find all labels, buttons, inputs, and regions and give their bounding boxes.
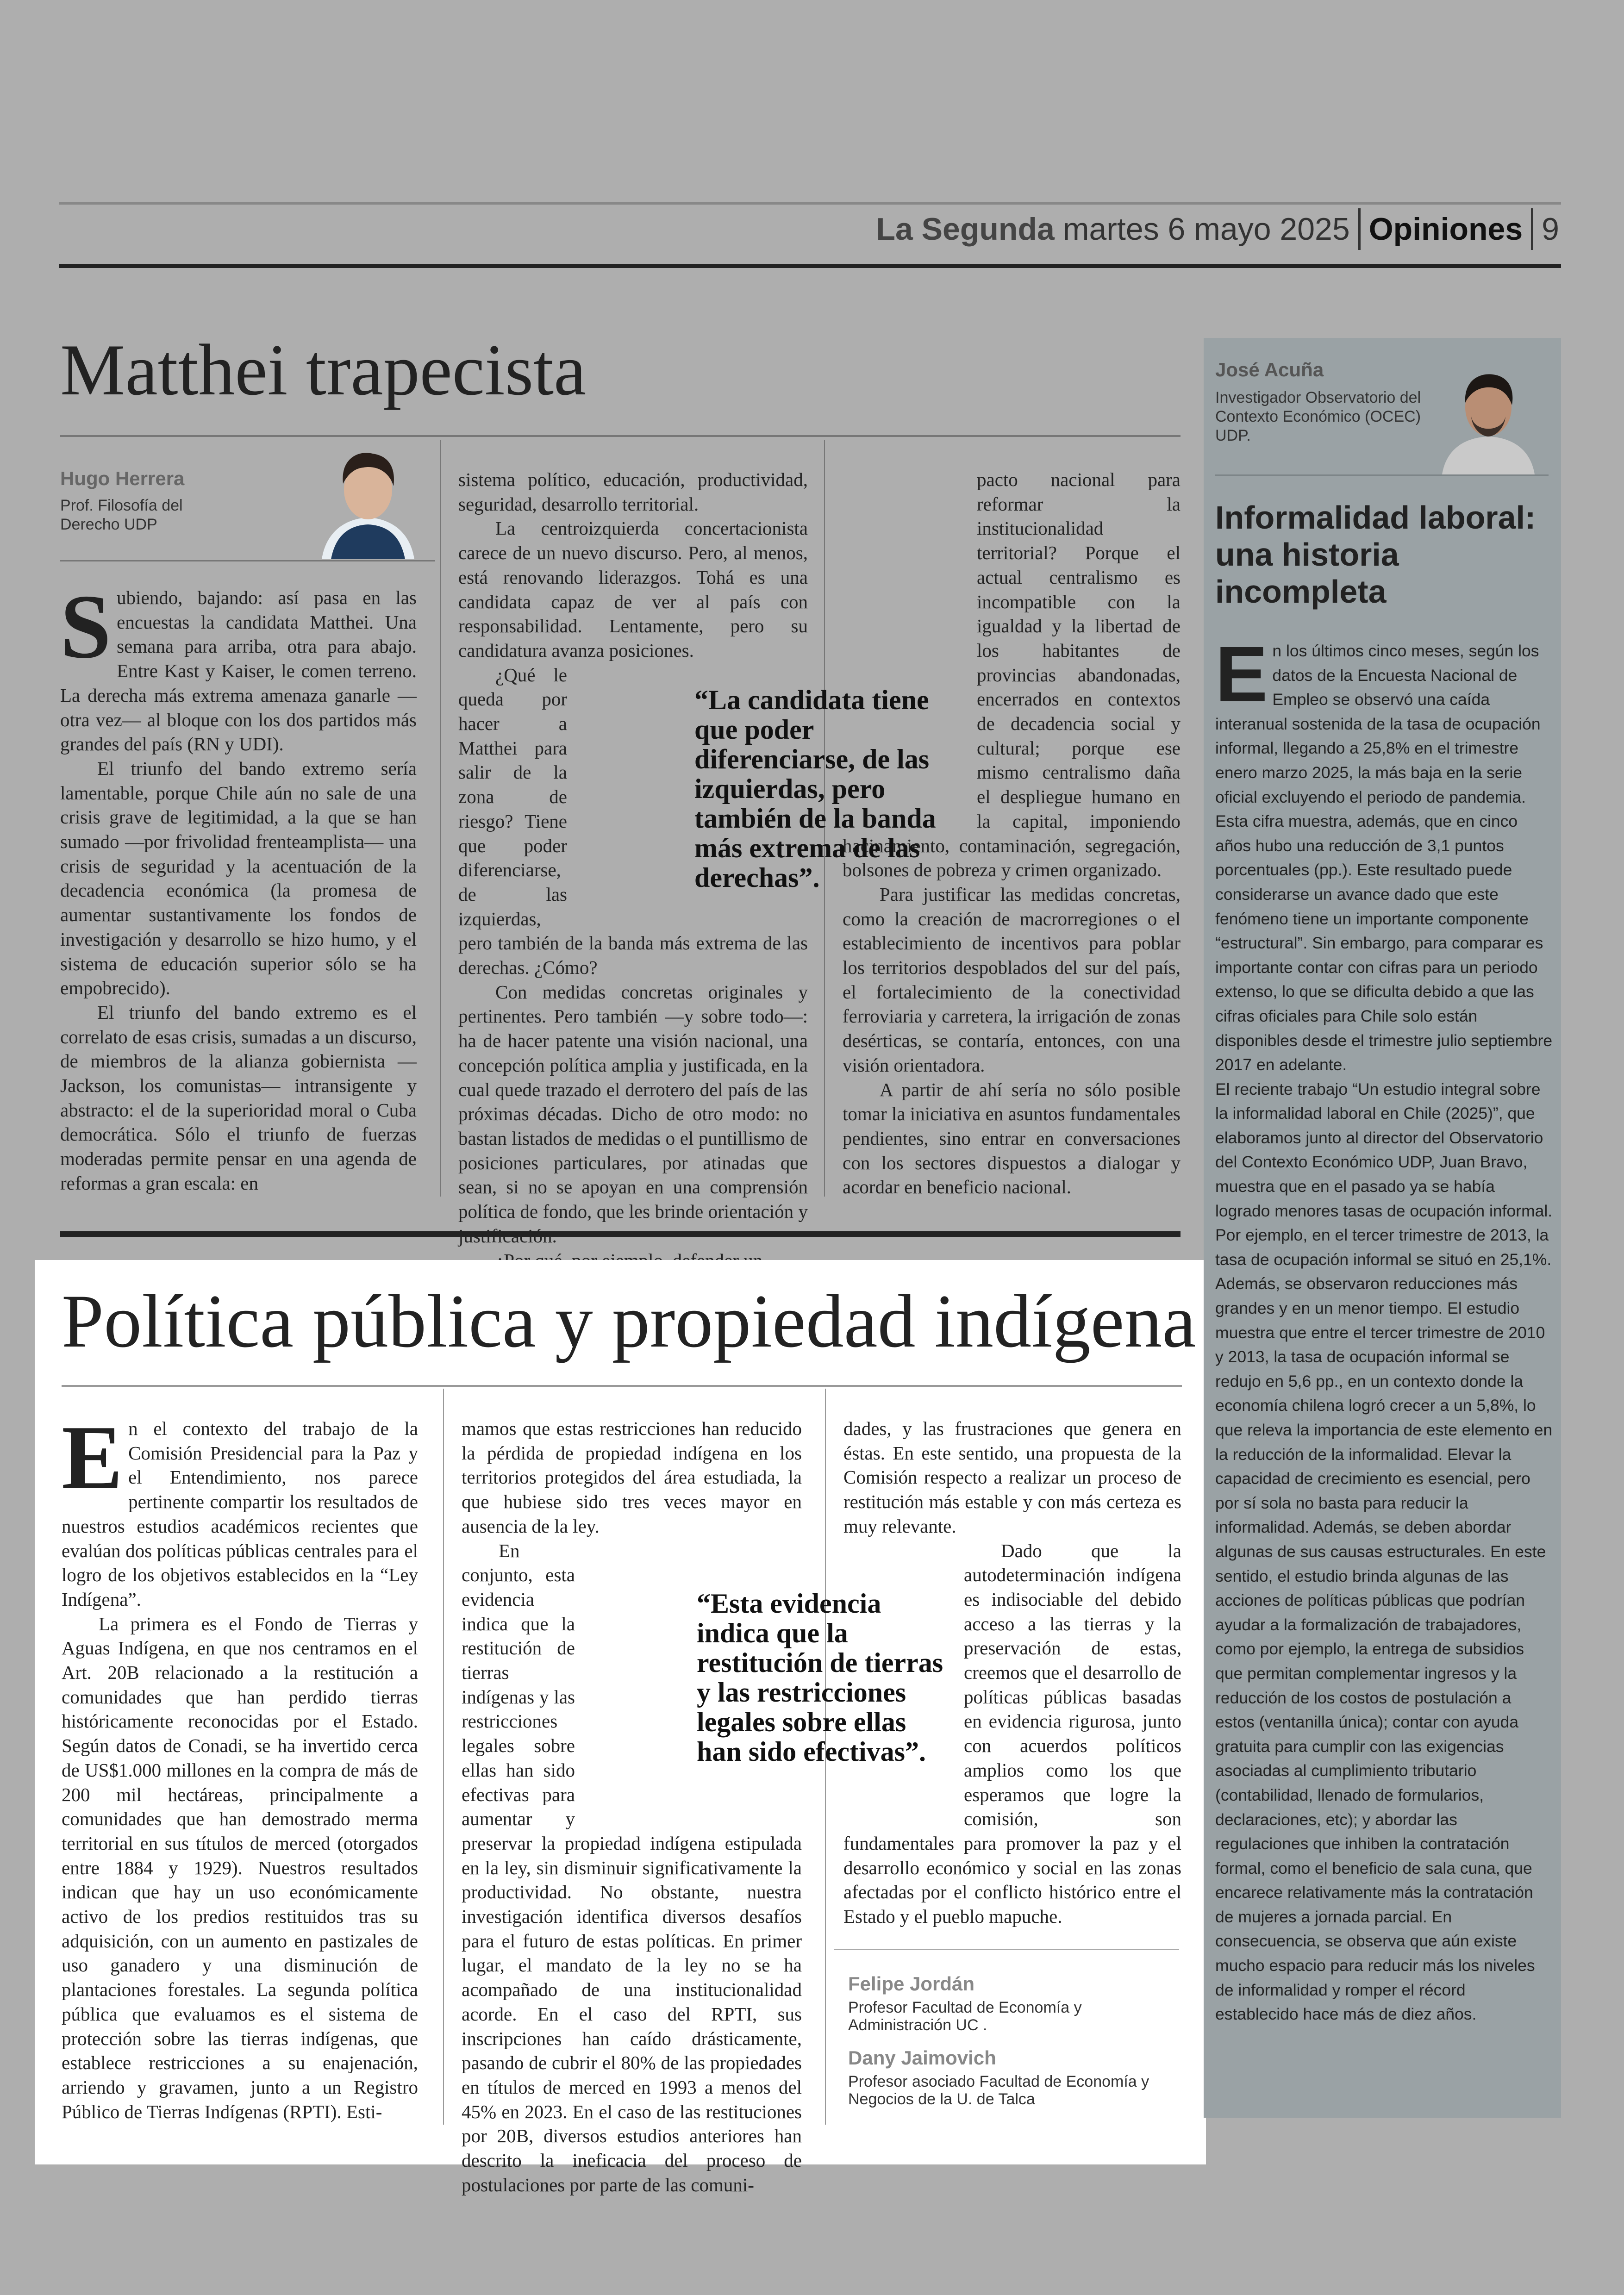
paragraph: ubiendo, bajando: así pasa en las encuestas la candidata Matthei. Una semana para arriba, otra para abajo. Entre Kast y Kaiser, le comen terreno. La derecha más extrema amenaza ganarle —otra vez— al bloque con los dos partidos más grandes del país (RN y UDI). [60,587,417,755]
paragraph: sistema político, educación, productividad, seguridad, desarrollo territorial. [458,469,808,515]
author-role: Investigador Observatorio del Contexto Económico (OCEC) UDP. [1215,389,1421,444]
paragraph: El triunfo del bando extremo sería lamentable, porque Chile aún no sale de una crisis grave de legitimidad, a la que se han sumado —por frivolidad frenteamplista— una crisis de seguridad y la acentuación de la decadencia económica (la promesa de aumentar sustantivamente los fondos de investigación y desarrollo se hizo humo, y el sistema de educación superior sólo se ha empobrecido). [60,757,417,999]
article2-column-2 [462,1416,802,2197]
sidebar-title: Informalidad laboral: una historia incompleta [1215,499,1536,610]
signature-rule [834,1949,1179,1950]
author-name: Hugo Herrera [60,468,185,489]
paragraph: Con medidas concretas originales y pertinentes. Pero también —y sobre todo—: ha de hacer patente una visión nacional, una concepción política amplia y justificada, en la cual quede trazado el derrotero del país de las próximas décadas. Dicho de otro modo: no bastan listados de medidas o el puntillismo de posiciones particulares, por atinadas que sean, si no se apoyan en una comprensión política de fondo, que les brinde orientación y [458,981,808,1222]
publication-name: La Segunda [876,212,1055,247]
header-divider [1358,208,1361,250]
article2-signatures [848,1973,1172,2108]
paragraph: ¿Qué le queda por hacer a Matthei para salir de la zona de riesgo? Tiene que poder diferenciarse, de las izquierdas, pero también de la banda más extrema de las derechas. ¿Cómo? [458,664,808,979]
sidebar-body [1215,630,1553,2027]
author-photo [1430,363,1546,474]
paragraph: dades, y las frustraciones que genera en éstas. En este sentido, una propuesta de la Comisión respecto a realizar un proceso de restitución más estable y con más certeza es muy relevante. [843,1418,1181,1537]
drop-cap: E [62,1407,123,1508]
drop-cap: E [1215,630,1268,718]
paragraph: mamos que estas restricciones han reducido la pérdida de propiedad indígena en los territorios protegidos del área estudiada, la que hubiese sido tres veces mayor en ausencia de la ley. [462,1418,802,1537]
article2-title: Política pública y propiedad indígena [62,1279,1196,1363]
sidebar-byline-rule [1215,474,1549,476]
column-divider [440,440,441,1197]
section-name: Opiniones [1368,212,1523,247]
page-number: 9 [1542,212,1559,247]
author-photo [303,440,433,559]
paragraph: En conjunto, esta evidencia indica que la restitución de tierras indígenas y las restricciones legales sobre ellas han sido efectivas para aumentar y preservar la propiedad indígena estipulada en la ley, sin disminuir significativamente la productividad. No obstante, nuestra investigación identifica diversos desafíos para el futuro de estas políticas. En primer lugar, el mandato de la ley no se ha acompañado de una institucionalidad acorde. En el caso del RPTI, sus inscripciones han caído drásticamente, pasando de cubrir el 80% de las propiedades en títulos de merced en 1993 a menos del 45% en 2023. En el caso de las restituciones por 20B, diversos estudios anteriores han descrito la ineficacia del proceso de postulaciones por parte de las comuni- [462,1540,802,2195]
article2-column-1 [62,1407,418,2124]
author-name: José Acuña [1215,359,1324,380]
article1-byline [60,468,218,534]
paragraph: n el contexto del trabajo de la Comisión Presidencial para la Paz y el Entendimiento, nos parece pertinente compartir los resultados de nuestros estudios académicos recientes que evalúan dos políticas públicas centrales para el logro de los objetivos establecidos en la “Ley Indígena”. [62,1418,418,1610]
header-top-rule [59,202,1561,205]
paragraph: pacto nacional para reformar la institucionalidad territorial? Porque el actual centralismo es incompatible con la igualdad y la libertad de los habitantes de provincias abandonadas, encerrados en contextos de decadencia social y cultural; porque ese mismo centralismo daña el despliegue humano en la capital, imponiendo hacinamiento, contaminación, segregación, bolsones de pobreza y crimen organizado. [843,469,1181,881]
article2-title-rule [62,1385,1182,1387]
signature-name: Dany Jaimovich [848,2047,996,2069]
paragraph: A partir de ahí sería no sólo posible tomar la iniciativa en asuntos fundamentales pendientes, sino entrar en conversaciones con los sectores dispuestos a dialogar y acordar en beneficio nacional. [843,1079,1181,1198]
article1-title-rule [60,435,1181,437]
section-break-rule [60,1231,1181,1237]
paragraph: El reciente trabajo “Un estudio integral sobre la informalidad laboral en Chile (2025)”, que elaboramos junto al director del Observatorio del Contexto Económico UDP, Juan Bravo, muestra que en el pasado ya se había logrado menores tasas de ocupación informal. Por ejemplo, en el tercer trimestre de 2013, la tasa de ocupación informal se situó en 25,1%. Además, se observaron reducciones más grandes y en un menor tiempo. El estudio muestra que entre el tercer trimestre de 2010 y 2013, la tasa de ocupación informal se redujo en 5,6 pp., en un contexto donde la economía chilena logró crecer a un 5,8%, lo que releva la importancia de este elemento en la reducción de la informalidad. Elevar la capacidad de crecimiento es esencial, pero por sí sola no basta para reducir la informalidad. Además, se deben abordar algunas de sus causas estructurales. En este sentido, el estudio brinda algunas de las acciones de políticas públicas que podrían ayudar a la formalización de trabajadores, como por ejemplo, la entrega de subsidios que permitan complementar ingresos y la reducción de los costos de postulación a estos (ventanilla única); contar con ayuda gratuita para cumplir con las exigencias asociadas al cumplimiento tributario (contabilidad, llenado de formularios, declaraciones, etc); y abordar las regulaciones que inhiben la contratación formal, como el beneficio de sala cuna, que encarece relativamente más la contratación de mujeres a jornada parcial. En consecuencia, se observa que aún existe mucho espacio para reducir más los niveles de informalidad y romper el récord establecido hace más de diez años. [1215,1079,1553,2024]
signature-name: Felipe Jordán [848,1973,975,1995]
paragraph: El triunfo del bando extremo es el correlato de esas crisis, sumadas a un discurso, de miembros de la alianza gobiernista —Jackson, los comunistas— intransigente y abstracto: el de la superioridad moral o Cuba democrática. Sólo el triunfo de fuerzas moderadas permite pensar en una agenda de reformas a gran escala: en [60,1001,417,1194]
paragraph: n los últimos cinco meses, según los datos de la Encuesta Nacional de Empleo se observó una caída interanual sostenida de la tasa de ocupación informal, llegando a 25,8% en el trimestre enero marzo 2025, la más baja en la serie oficial excluyendo el periodo de pandemia. Esta cifra muestra, además, que en cinco años hubo una reducción de 3,1 puntos porcentuales (pp.). Este resultado puede considerarse un avance dado que este fenómeno tiene un importante componente “estructural”. Sin embargo, para comparar es importante contar con cifras para un periodo extenso, lo que se dificulta debido a que las cifras oficiales para Chile solo están disponibles desde el trimestre julio septiembre 2017 en adelante. [1215,642,1553,1074]
header-bottom-rule [59,264,1561,268]
header-divider-2 [1531,208,1533,250]
article1-title: Matthei trapecista [60,330,587,411]
paragraph: Para justificar las medidas concretas, como la creación de macrorregiones o el establecimiento de incentivos para poblar los territorios despoblados del sur del país, el fortalecimiento de la conectividad ferroviaria y carretera, la irrigación de zonas desérticas, se contaría, entonces, con una visión orientadora. [843,883,1181,1076]
paragraph: La centroizquierda concertacionista carece de un nuevo discurso. Pero, al menos, está renovando liderazgos. Tohá es una candidata capaz de ver al país con responsabilidad. Lentamente, pero su candidatura avanza posiciones. [458,518,808,661]
signature-role: Profesor Facultad de Economía y Administración UC . [848,1999,1082,2034]
paragraph: Dado que la autodeterminación indígena es indisociable del debido acceso a las tierras y la preservación de estas, creemos que el desarrollo de políticas públicas basadas en evidencia rigurosa, junto con acuerdos políticos amplios como los que esperamos que logre la comisión, son fundamentales para promover la paz y el desarrollo económico y social en las zonas afectadas por el conflicto histórico entre el Estado y el pueblo mapuche. [843,1540,1181,1927]
article1-column-1 [60,576,417,1196]
page-header [876,206,1559,252]
drop-cap: S [60,576,112,677]
column-divider [443,1389,444,2125]
article2-pull-quote: “Esta evidencia indica que la restitución de tierras y las restricciones legales sobre ellas han sido efectivas”. [697,1588,943,1767]
signature-role: Profesor asociado Facultad de Economía y Negocios de la U. de Talca [848,2073,1149,2108]
paragraph: La primera es el Fondo de Tierras y Aguas Indígena, en que nos centramos en el Art. 20B relacionado a la restitución a comunidades que han perdido tierras históricamente reconocidas por el Estado. Según datos de Conadi, se ha invertido cerca de US$1.000 millones en la compra de más de 200 mil hectáreas, principalmente a comunidades que han demostrado merma territorial en sus títulos de merced (otorgados entre 1884 y 1929). Nuestros resultados indican que hay un uso económicamente activo de los predios restituidos tras su adquisición, con un aumento en pastizales de uso ganadero y una disminución de plantaciones forestales. La segunda política pública que evaluamos es el sistema de protección sobre las tierras indígenas, que establece restricciones a su enajenación, arriendo y gravamen, junto a un Registro Público de Tierras Indígenas (RPTI). Esti- [62,1613,418,2122]
issue-date: martes 6 mayo 2025 [1062,212,1350,247]
author-role: Prof. Filosofía del Derecho UDP [60,497,183,533]
sidebar-byline [1215,359,1433,445]
byline-rule [60,560,435,561]
article1-pull-quote: “La candidata tiene que poder diferenciarse, de las izquierdas, pero también de la banda más extrema de las derechas”. [694,685,936,893]
